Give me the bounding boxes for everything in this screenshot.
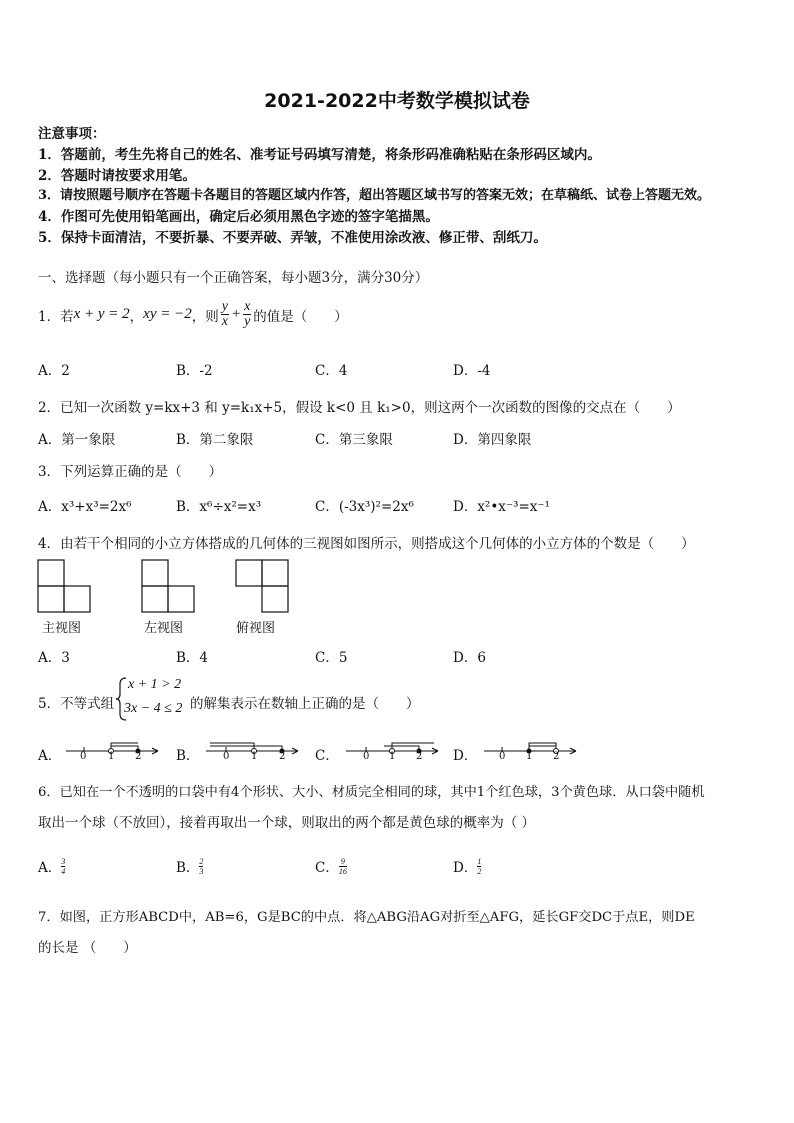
fraction-denominator: x <box>221 314 228 329</box>
q6-option-b <box>176 856 203 876</box>
q5-inequality-1: x + 1 > 2 <box>128 677 182 692</box>
view-cube <box>236 560 262 586</box>
view-cube <box>38 560 64 586</box>
option-letter: C． <box>315 860 339 876</box>
q1-plus: + <box>230 306 242 322</box>
fraction-denominator: 2 <box>477 866 482 876</box>
note-item: 5．保持卡面清洁，不要折暴、不要弄破、弄皱，不准使用涂改液、修正带、刮纸刀。 <box>38 230 547 246</box>
option-letter: A． <box>38 860 62 876</box>
q2-option-a: A．第一象限 <box>38 432 116 448</box>
q5-prefix: 5．不等式组 <box>38 696 115 712</box>
fraction-numerator: 1 <box>477 856 482 866</box>
tick-label: 1 <box>389 751 396 762</box>
q5-option-b: B． <box>176 748 200 764</box>
q4-option-c: C．5 <box>315 650 348 666</box>
q1-option-b: B．-2 <box>176 363 213 379</box>
tick-label: 0 <box>363 751 370 762</box>
question-7-line-1: 7．如图，正方形ABCD中，AB=6，G是BC的中点．将△ABG沿AG对折至△AFG，延长GF交DC于点E，则DE <box>38 910 695 925</box>
q5-inequality-2: 3x − 4 ≤ 2 <box>124 701 183 716</box>
q1-suffix: 的值是（ ） <box>253 308 348 325</box>
q1-option-c: C．4 <box>315 363 348 379</box>
q3-option-d: D．x²•x⁻³=x⁻¹ <box>453 499 550 515</box>
q1-option-d: D．-4 <box>453 363 491 379</box>
fraction-numerator: 3 <box>61 856 66 866</box>
front-view-label: 主视图 <box>42 621 82 636</box>
view-cube <box>168 586 194 612</box>
q1-mid: ，则 <box>191 308 219 325</box>
tick-label: 1 <box>108 751 115 762</box>
question-2: 2．已知一次函数 y=kx+3 和 y=k₁x+5，假设 k<0 且 k₁>0，则这两个一次函数的图像的交点在（ ） <box>38 400 681 416</box>
fraction-numerator: 2 <box>199 856 204 866</box>
question-6-line-2: 取出一个球（不放回），接着再取出一个球，则取出的两个都是黄色球的概率为（ ） <box>38 815 536 831</box>
fraction-numerator: 9 <box>340 856 345 866</box>
q2-option-b: B．第二象限 <box>176 432 254 448</box>
q4-option-b: B．4 <box>176 650 209 666</box>
tick-label: 1 <box>526 751 533 762</box>
option-fraction <box>61 857 65 876</box>
tick-label: 1 <box>251 751 258 762</box>
tick-label: 2 <box>279 751 286 762</box>
option-letter: B． <box>176 860 200 876</box>
q1-fraction-1 <box>221 300 229 329</box>
note-item: 1．答题前，考生先将自己的姓名、准考证号码填写清楚，将条形码准确粘贴在条形码区域内。 <box>38 147 601 163</box>
q1-separator: ， <box>129 308 144 325</box>
page-title: 2021-2022中考数学模拟试卷 <box>264 90 530 112</box>
tick-label: 0 <box>499 751 506 762</box>
tick-label: 2 <box>553 751 560 762</box>
q3-option-a: A．x³+x³=2x⁶ <box>38 499 132 515</box>
q5-option-d: D． <box>453 748 478 764</box>
view-cube <box>262 560 288 586</box>
question-4: 4．由若干个相同的小立方体搭成的几何体的三视图如图所示，则搭成这个几何体的小立方体的个数是（ ） <box>38 536 695 552</box>
q1-condition-1: x + y = 2 <box>73 306 130 322</box>
option-fraction <box>339 857 347 876</box>
question-6-line-1: 6．已知在一个不透明的口袋中有4个形状、大小、材质完全相同的球，其中1个红色球，3个黄色球．从口袋中随机 <box>38 785 705 800</box>
tick-label: 2 <box>416 751 423 762</box>
fraction-denominator: 3 <box>199 866 204 876</box>
note-item: 4．作图可先使用铅笔画出，确定后必须用黑色字迹的签字笔描黑。 <box>38 209 439 225</box>
tick-label: 0 <box>80 751 87 762</box>
view-cube <box>142 560 168 586</box>
note-item: 2．答题时请按要求用笔。 <box>38 168 196 184</box>
tick-label: 0 <box>223 751 230 762</box>
view-cube <box>262 586 288 612</box>
q2-option-d: D．第四象限 <box>453 432 532 448</box>
side-view-label: 左视图 <box>144 621 184 636</box>
fraction-denominator: y <box>244 314 251 329</box>
fraction-numerator: x <box>244 299 251 314</box>
q4-option-d: D．6 <box>453 650 486 666</box>
fraction-denominator: 4 <box>61 866 66 876</box>
q5-option-c: C． <box>315 748 339 764</box>
top-view-label: 俯视图 <box>236 621 276 636</box>
q5-option-a: A． <box>38 748 62 764</box>
option-letter: D． <box>453 860 478 876</box>
q4-option-a: A．3 <box>38 650 70 666</box>
question-7-line-2: 的长是 （ ） <box>38 940 137 956</box>
question-3: 3．下列运算正确的是（ ） <box>38 464 223 480</box>
q3-option-c: C．(-3x³)²=2x⁶ <box>315 499 414 515</box>
q5-suffix: 的解集表示在数轴上正确的是（ ） <box>190 696 420 712</box>
view-cube <box>64 586 90 612</box>
tick-label: 2 <box>135 751 142 762</box>
q6-option-d <box>453 856 481 876</box>
fraction-numerator: y <box>221 299 228 314</box>
q1-fraction-2 <box>243 300 251 329</box>
q2-option-c: C．第三象限 <box>315 432 393 448</box>
q6-option-a <box>38 856 65 876</box>
question-1 <box>38 300 348 329</box>
notes-heading: 注意事项： <box>38 126 106 142</box>
fraction-denominator: 16 <box>338 866 347 876</box>
view-cube <box>142 586 168 612</box>
view-cube <box>38 586 64 612</box>
q3-option-b: B．x⁶÷x²=x³ <box>176 499 262 515</box>
option-fraction <box>477 857 481 876</box>
section-heading: 一、选择题（每小题只有一个正确答案，每小题3分，满分30分） <box>38 270 429 286</box>
note-item: 3．请按照题号顺序在答题卡各题目的答题区域内作答，超出答题区域书写的答案无效；在草稿纸、试卷上答题无效。 <box>38 188 711 203</box>
option-fraction <box>199 857 203 876</box>
q1-prefix: 1．若 <box>38 308 74 325</box>
q1-option-a: A．2 <box>38 363 70 379</box>
q1-condition-2: xy = −2 <box>143 306 192 322</box>
q6-option-c <box>315 856 347 876</box>
